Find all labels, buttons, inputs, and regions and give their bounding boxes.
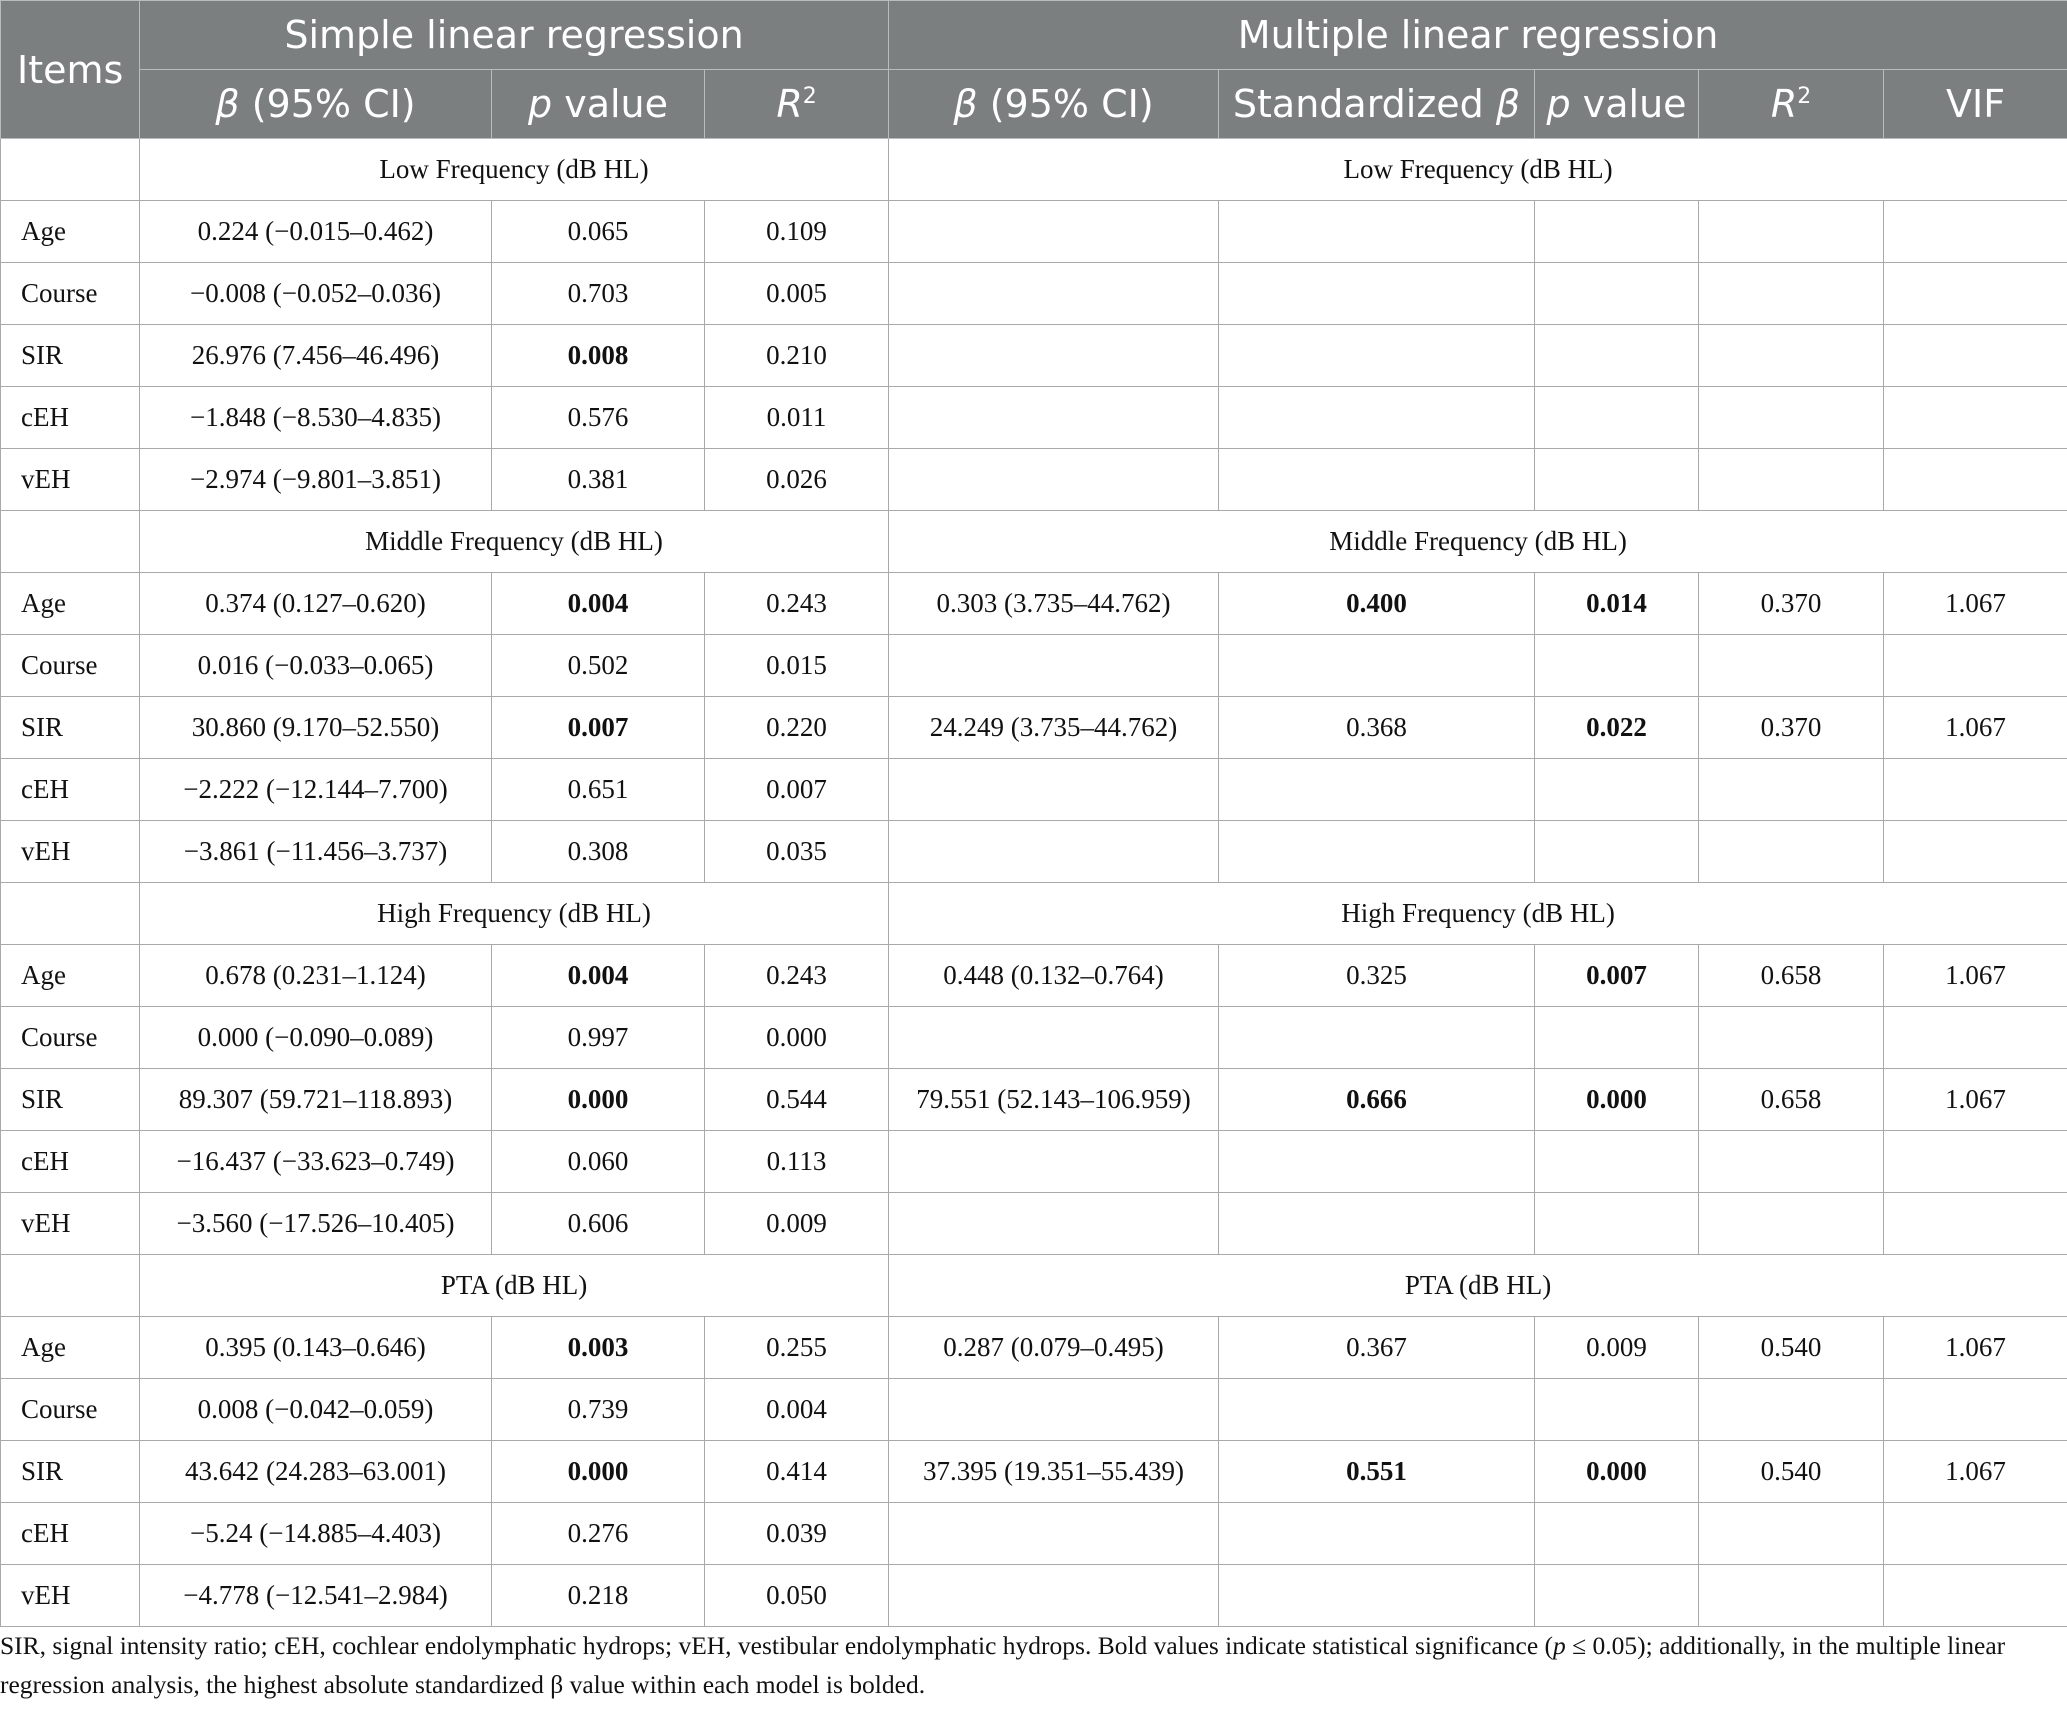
simple-r2: 0.243 <box>705 945 889 1007</box>
simple-r2: 0.035 <box>705 821 889 883</box>
header-simple-regression: Simple linear regression <box>140 1 889 70</box>
multiple-vif <box>1884 325 2067 387</box>
multiple-vif <box>1884 635 2067 697</box>
multiple-p-value: 0.000 <box>1535 1441 1699 1503</box>
multiple-standardized-beta <box>1219 387 1535 449</box>
row-item-label: cEH <box>1 1131 140 1193</box>
beta-ci-label: (95% CI) <box>977 82 1154 126</box>
section-header-row <box>1 1255 2067 1317</box>
simple-r2: 0.009 <box>705 1193 889 1255</box>
multiple-beta-ci <box>889 1503 1219 1565</box>
header-simple-p-value <box>492 70 705 139</box>
simple-p-value: 0.060 <box>492 1131 705 1193</box>
multiple-r2 <box>1699 1007 1884 1069</box>
multiple-beta-ci <box>889 1379 1219 1441</box>
multiple-p-value <box>1535 1007 1699 1069</box>
multiple-p-value <box>1535 1131 1699 1193</box>
multiple-beta-ci <box>889 201 1219 263</box>
header-standardized-beta <box>1219 70 1535 139</box>
footnote-part1: SIR, signal intensity ratio; cEH, cochlear endolymphatic hydrops; vEH, vestibular endolymphatic hydrops. Bold values indicate statistical significance ( <box>0 1631 1554 1660</box>
multiple-r2 <box>1699 201 1884 263</box>
section-label-simple: PTA (dB HL) <box>140 1255 889 1317</box>
header-multiple-p-value <box>1535 70 1699 139</box>
r-symbol: R <box>776 82 803 126</box>
multiple-p-value: 0.007 <box>1535 945 1699 1007</box>
table-header <box>1 1 2067 139</box>
multiple-vif <box>1884 821 2067 883</box>
table-row <box>1 1503 2067 1565</box>
multiple-beta-ci: 0.303 (3.735–44.762) <box>889 573 1219 635</box>
simple-r2: 0.007 <box>705 759 889 821</box>
multiple-vif <box>1884 759 2067 821</box>
standardized-label: Standardized <box>1232 82 1496 126</box>
multiple-beta-ci <box>889 759 1219 821</box>
multiple-r2: 0.540 <box>1699 1441 1884 1503</box>
multiple-r2 <box>1699 387 1884 449</box>
multiple-p-value: 0.009 <box>1535 1317 1699 1379</box>
section-label-simple: Middle Frequency (dB HL) <box>140 511 889 573</box>
simple-r2: 0.243 <box>705 573 889 635</box>
multiple-standardized-beta <box>1219 449 1535 511</box>
multiple-p-value: 0.000 <box>1535 1069 1699 1131</box>
multiple-standardized-beta: 0.368 <box>1219 697 1535 759</box>
multiple-beta-ci <box>889 1131 1219 1193</box>
section-label-multiple: Low Frequency (dB HL) <box>889 139 2067 201</box>
r-superscript: 2 <box>802 84 817 109</box>
simple-p-value: 0.703 <box>492 263 705 325</box>
simple-p-value: 0.739 <box>492 1379 705 1441</box>
footnote-p-symbol: p <box>1553 1631 1566 1660</box>
header-simple-beta-ci <box>140 70 492 139</box>
multiple-p-value <box>1535 201 1699 263</box>
multiple-standardized-beta <box>1219 1503 1535 1565</box>
row-item-label: SIR <box>1 1069 140 1131</box>
row-item-label: vEH <box>1 449 140 511</box>
row-item-label: Age <box>1 201 140 263</box>
multiple-p-value: 0.014 <box>1535 573 1699 635</box>
multiple-beta-ci: 37.395 (19.351–55.439) <box>889 1441 1219 1503</box>
multiple-p-value <box>1535 821 1699 883</box>
row-item-label: SIR <box>1 1441 140 1503</box>
simple-beta-ci: 0.016 (−0.033–0.065) <box>140 635 492 697</box>
row-item-label: SIR <box>1 325 140 387</box>
r-superscript: 2 <box>1797 84 1812 109</box>
simple-beta-ci: 0.008 (−0.042–0.059) <box>140 1379 492 1441</box>
multiple-vif <box>1884 1565 2067 1627</box>
simple-beta-ci: −4.778 (−12.541–2.984) <box>140 1565 492 1627</box>
table-footnote <box>0 1626 2060 1704</box>
table-row <box>1 325 2067 387</box>
simple-r2: 0.414 <box>705 1441 889 1503</box>
multiple-r2: 0.370 <box>1699 573 1884 635</box>
simple-beta-ci: −1.848 (−8.530–4.835) <box>140 387 492 449</box>
row-item-label: SIR <box>1 697 140 759</box>
multiple-standardized-beta <box>1219 821 1535 883</box>
multiple-r2 <box>1699 635 1884 697</box>
simple-r2: 0.015 <box>705 635 889 697</box>
table-row <box>1 201 2067 263</box>
simple-p-value: 0.651 <box>492 759 705 821</box>
multiple-r2: 0.658 <box>1699 945 1884 1007</box>
table-row <box>1 1131 2067 1193</box>
multiple-p-value: 0.022 <box>1535 697 1699 759</box>
multiple-beta-ci <box>889 1565 1219 1627</box>
multiple-r2: 0.658 <box>1699 1069 1884 1131</box>
row-item-label: Course <box>1 1007 140 1069</box>
simple-r2: 0.004 <box>705 1379 889 1441</box>
simple-p-value: 0.065 <box>492 201 705 263</box>
table-row <box>1 945 2067 1007</box>
table-row <box>1 449 2067 511</box>
table-row <box>1 759 2067 821</box>
table-row <box>1 573 2067 635</box>
multiple-standardized-beta <box>1219 1131 1535 1193</box>
multiple-vif: 1.067 <box>1884 1441 2067 1503</box>
p-value-label: value <box>1570 82 1687 126</box>
footnote-part2: ≤ 0.05); additionally, in the multiple linear regression analysis, the highest absolute standardized β value within each model is bolded. <box>0 1631 2006 1699</box>
multiple-standardized-beta <box>1219 1565 1535 1627</box>
multiple-standardized-beta <box>1219 201 1535 263</box>
multiple-standardized-beta: 0.367 <box>1219 1317 1535 1379</box>
simple-r2: 0.255 <box>705 1317 889 1379</box>
simple-p-value: 0.004 <box>492 945 705 1007</box>
simple-p-value: 0.502 <box>492 635 705 697</box>
multiple-vif <box>1884 263 2067 325</box>
simple-r2: 0.039 <box>705 1503 889 1565</box>
simple-beta-ci: −0.008 (−0.052–0.036) <box>140 263 492 325</box>
simple-p-value: 0.276 <box>492 1503 705 1565</box>
multiple-standardized-beta <box>1219 1193 1535 1255</box>
multiple-beta-ci <box>889 325 1219 387</box>
p-symbol: p <box>1546 82 1571 126</box>
simple-beta-ci: 89.307 (59.721–118.893) <box>140 1069 492 1131</box>
table-row <box>1 1193 2067 1255</box>
beta-ci-label: (95% CI) <box>239 82 416 126</box>
row-item-label: Course <box>1 635 140 697</box>
header-multiple-beta-ci <box>889 70 1219 139</box>
simple-beta-ci: −5.24 (−14.885–4.403) <box>140 1503 492 1565</box>
beta-symbol: β <box>215 82 240 126</box>
table-row <box>1 1317 2067 1379</box>
simple-r2: 0.220 <box>705 697 889 759</box>
simple-r2: 0.000 <box>705 1007 889 1069</box>
multiple-standardized-beta <box>1219 325 1535 387</box>
multiple-beta-ci <box>889 263 1219 325</box>
header-row-groups <box>1 1 2067 70</box>
simple-beta-ci: −3.861 (−11.456–3.737) <box>140 821 492 883</box>
multiple-vif <box>1884 387 2067 449</box>
multiple-p-value <box>1535 1193 1699 1255</box>
row-item-label: vEH <box>1 1565 140 1627</box>
simple-p-value: 0.606 <box>492 1193 705 1255</box>
multiple-beta-ci <box>889 635 1219 697</box>
beta-symbol: β <box>953 82 978 126</box>
simple-beta-ci: −2.222 (−12.144–7.700) <box>140 759 492 821</box>
row-item-label: vEH <box>1 1193 140 1255</box>
multiple-r2 <box>1699 1379 1884 1441</box>
simple-p-value: 0.308 <box>492 821 705 883</box>
multiple-standardized-beta: 0.325 <box>1219 945 1535 1007</box>
table-row <box>1 1441 2067 1503</box>
row-item-label: Course <box>1 263 140 325</box>
multiple-standardized-beta: 0.551 <box>1219 1441 1535 1503</box>
multiple-p-value <box>1535 449 1699 511</box>
multiple-vif <box>1884 1131 2067 1193</box>
table-row <box>1 263 2067 325</box>
section-blank-cell <box>1 139 140 201</box>
table-row <box>1 697 2067 759</box>
simple-r2: 0.544 <box>705 1069 889 1131</box>
simple-beta-ci: −3.560 (−17.526–10.405) <box>140 1193 492 1255</box>
simple-beta-ci: 0.374 (0.127–0.620) <box>140 573 492 635</box>
simple-r2: 0.109 <box>705 201 889 263</box>
multiple-vif: 1.067 <box>1884 1317 2067 1379</box>
section-header-row <box>1 883 2067 945</box>
multiple-p-value <box>1535 263 1699 325</box>
multiple-r2 <box>1699 325 1884 387</box>
row-item-label: Age <box>1 1317 140 1379</box>
multiple-p-value <box>1535 635 1699 697</box>
simple-beta-ci: 0.000 (−0.090–0.089) <box>140 1007 492 1069</box>
multiple-beta-ci: 79.551 (52.143–106.959) <box>889 1069 1219 1131</box>
multiple-standardized-beta <box>1219 1379 1535 1441</box>
row-item-label: vEH <box>1 821 140 883</box>
row-item-label: cEH <box>1 759 140 821</box>
multiple-vif: 1.067 <box>1884 1069 2067 1131</box>
multiple-vif <box>1884 1379 2067 1441</box>
multiple-beta-ci <box>889 449 1219 511</box>
multiple-beta-ci <box>889 821 1219 883</box>
simple-r2: 0.011 <box>705 387 889 449</box>
multiple-standardized-beta: 0.666 <box>1219 1069 1535 1131</box>
table-row <box>1 387 2067 449</box>
multiple-standardized-beta <box>1219 1007 1535 1069</box>
multiple-beta-ci <box>889 387 1219 449</box>
header-multiple-r2 <box>1699 70 1884 139</box>
multiple-r2 <box>1699 1503 1884 1565</box>
simple-p-value: 0.000 <box>492 1441 705 1503</box>
multiple-beta-ci: 0.287 (0.079–0.495) <box>889 1317 1219 1379</box>
simple-p-value: 0.997 <box>492 1007 705 1069</box>
p-value-label: value <box>552 82 668 126</box>
simple-beta-ci: 0.224 (−0.015–0.462) <box>140 201 492 263</box>
multiple-p-value <box>1535 1503 1699 1565</box>
simple-beta-ci: 30.860 (9.170–52.550) <box>140 697 492 759</box>
section-label-simple: High Frequency (dB HL) <box>140 883 889 945</box>
section-label-multiple: Middle Frequency (dB HL) <box>889 511 2067 573</box>
simple-beta-ci: 0.678 (0.231–1.124) <box>140 945 492 1007</box>
table-row <box>1 1007 2067 1069</box>
beta-symbol: β <box>1495 82 1521 126</box>
simple-beta-ci: 26.976 (7.456–46.496) <box>140 325 492 387</box>
section-blank-cell <box>1 511 140 573</box>
simple-r2: 0.026 <box>705 449 889 511</box>
simple-p-value: 0.576 <box>492 387 705 449</box>
simple-p-value: 0.003 <box>492 1317 705 1379</box>
table-row <box>1 821 2067 883</box>
multiple-beta-ci <box>889 1007 1219 1069</box>
multiple-standardized-beta <box>1219 263 1535 325</box>
simple-p-value: 0.218 <box>492 1565 705 1627</box>
table-row <box>1 1379 2067 1441</box>
simple-p-value: 0.008 <box>492 325 705 387</box>
simple-p-value: 0.007 <box>492 697 705 759</box>
multiple-vif <box>1884 449 2067 511</box>
header-vif: VIF <box>1884 70 2067 139</box>
multiple-vif <box>1884 201 2067 263</box>
row-item-label: Course <box>1 1379 140 1441</box>
header-simple-r2 <box>705 70 889 139</box>
multiple-p-value <box>1535 759 1699 821</box>
section-blank-cell <box>1 1255 140 1317</box>
row-item-label: Age <box>1 945 140 1007</box>
table-row <box>1 635 2067 697</box>
simple-beta-ci: −2.974 (−9.801–3.851) <box>140 449 492 511</box>
section-header-row <box>1 511 2067 573</box>
simple-r2: 0.210 <box>705 325 889 387</box>
table-row <box>1 1565 2067 1627</box>
section-blank-cell <box>1 883 140 945</box>
multiple-r2 <box>1699 449 1884 511</box>
simple-r2: 0.005 <box>705 263 889 325</box>
multiple-r2: 0.370 <box>1699 697 1884 759</box>
simple-p-value: 0.000 <box>492 1069 705 1131</box>
section-label-multiple: PTA (dB HL) <box>889 1255 2067 1317</box>
row-item-label: Age <box>1 573 140 635</box>
multiple-beta-ci: 0.448 (0.132–0.764) <box>889 945 1219 1007</box>
multiple-standardized-beta <box>1219 759 1535 821</box>
p-symbol: p <box>528 82 553 126</box>
simple-r2: 0.050 <box>705 1565 889 1627</box>
multiple-r2 <box>1699 1193 1884 1255</box>
multiple-p-value <box>1535 387 1699 449</box>
r-symbol: R <box>1770 82 1798 126</box>
multiple-vif <box>1884 1193 2067 1255</box>
multiple-vif <box>1884 1503 2067 1565</box>
multiple-r2 <box>1699 1131 1884 1193</box>
multiple-r2 <box>1699 759 1884 821</box>
section-label-multiple: High Frequency (dB HL) <box>889 883 2067 945</box>
multiple-p-value <box>1535 1379 1699 1441</box>
row-item-label: cEH <box>1 1503 140 1565</box>
table-row <box>1 1069 2067 1131</box>
multiple-vif: 1.067 <box>1884 945 2067 1007</box>
table-body <box>1 139 2067 1627</box>
simple-beta-ci: 43.642 (24.283–63.001) <box>140 1441 492 1503</box>
multiple-beta-ci <box>889 1193 1219 1255</box>
header-multiple-regression: Multiple linear regression <box>889 1 2067 70</box>
section-label-simple: Low Frequency (dB HL) <box>140 139 889 201</box>
multiple-p-value <box>1535 1565 1699 1627</box>
multiple-standardized-beta: 0.400 <box>1219 573 1535 635</box>
simple-p-value: 0.381 <box>492 449 705 511</box>
multiple-vif: 1.067 <box>1884 573 2067 635</box>
header-items: Items <box>1 1 140 139</box>
multiple-beta-ci: 24.249 (3.735–44.762) <box>889 697 1219 759</box>
multiple-r2 <box>1699 821 1884 883</box>
simple-beta-ci: −16.437 (−33.623–0.749) <box>140 1131 492 1193</box>
simple-r2: 0.113 <box>705 1131 889 1193</box>
multiple-vif: 1.067 <box>1884 697 2067 759</box>
section-header-row <box>1 139 2067 201</box>
multiple-r2 <box>1699 263 1884 325</box>
multiple-vif <box>1884 1007 2067 1069</box>
row-item-label: cEH <box>1 387 140 449</box>
multiple-r2: 0.540 <box>1699 1317 1884 1379</box>
multiple-r2 <box>1699 1565 1884 1627</box>
simple-p-value: 0.004 <box>492 573 705 635</box>
multiple-standardized-beta <box>1219 635 1535 697</box>
multiple-p-value <box>1535 325 1699 387</box>
header-row-columns <box>1 70 2067 139</box>
simple-beta-ci: 0.395 (0.143–0.646) <box>140 1317 492 1379</box>
